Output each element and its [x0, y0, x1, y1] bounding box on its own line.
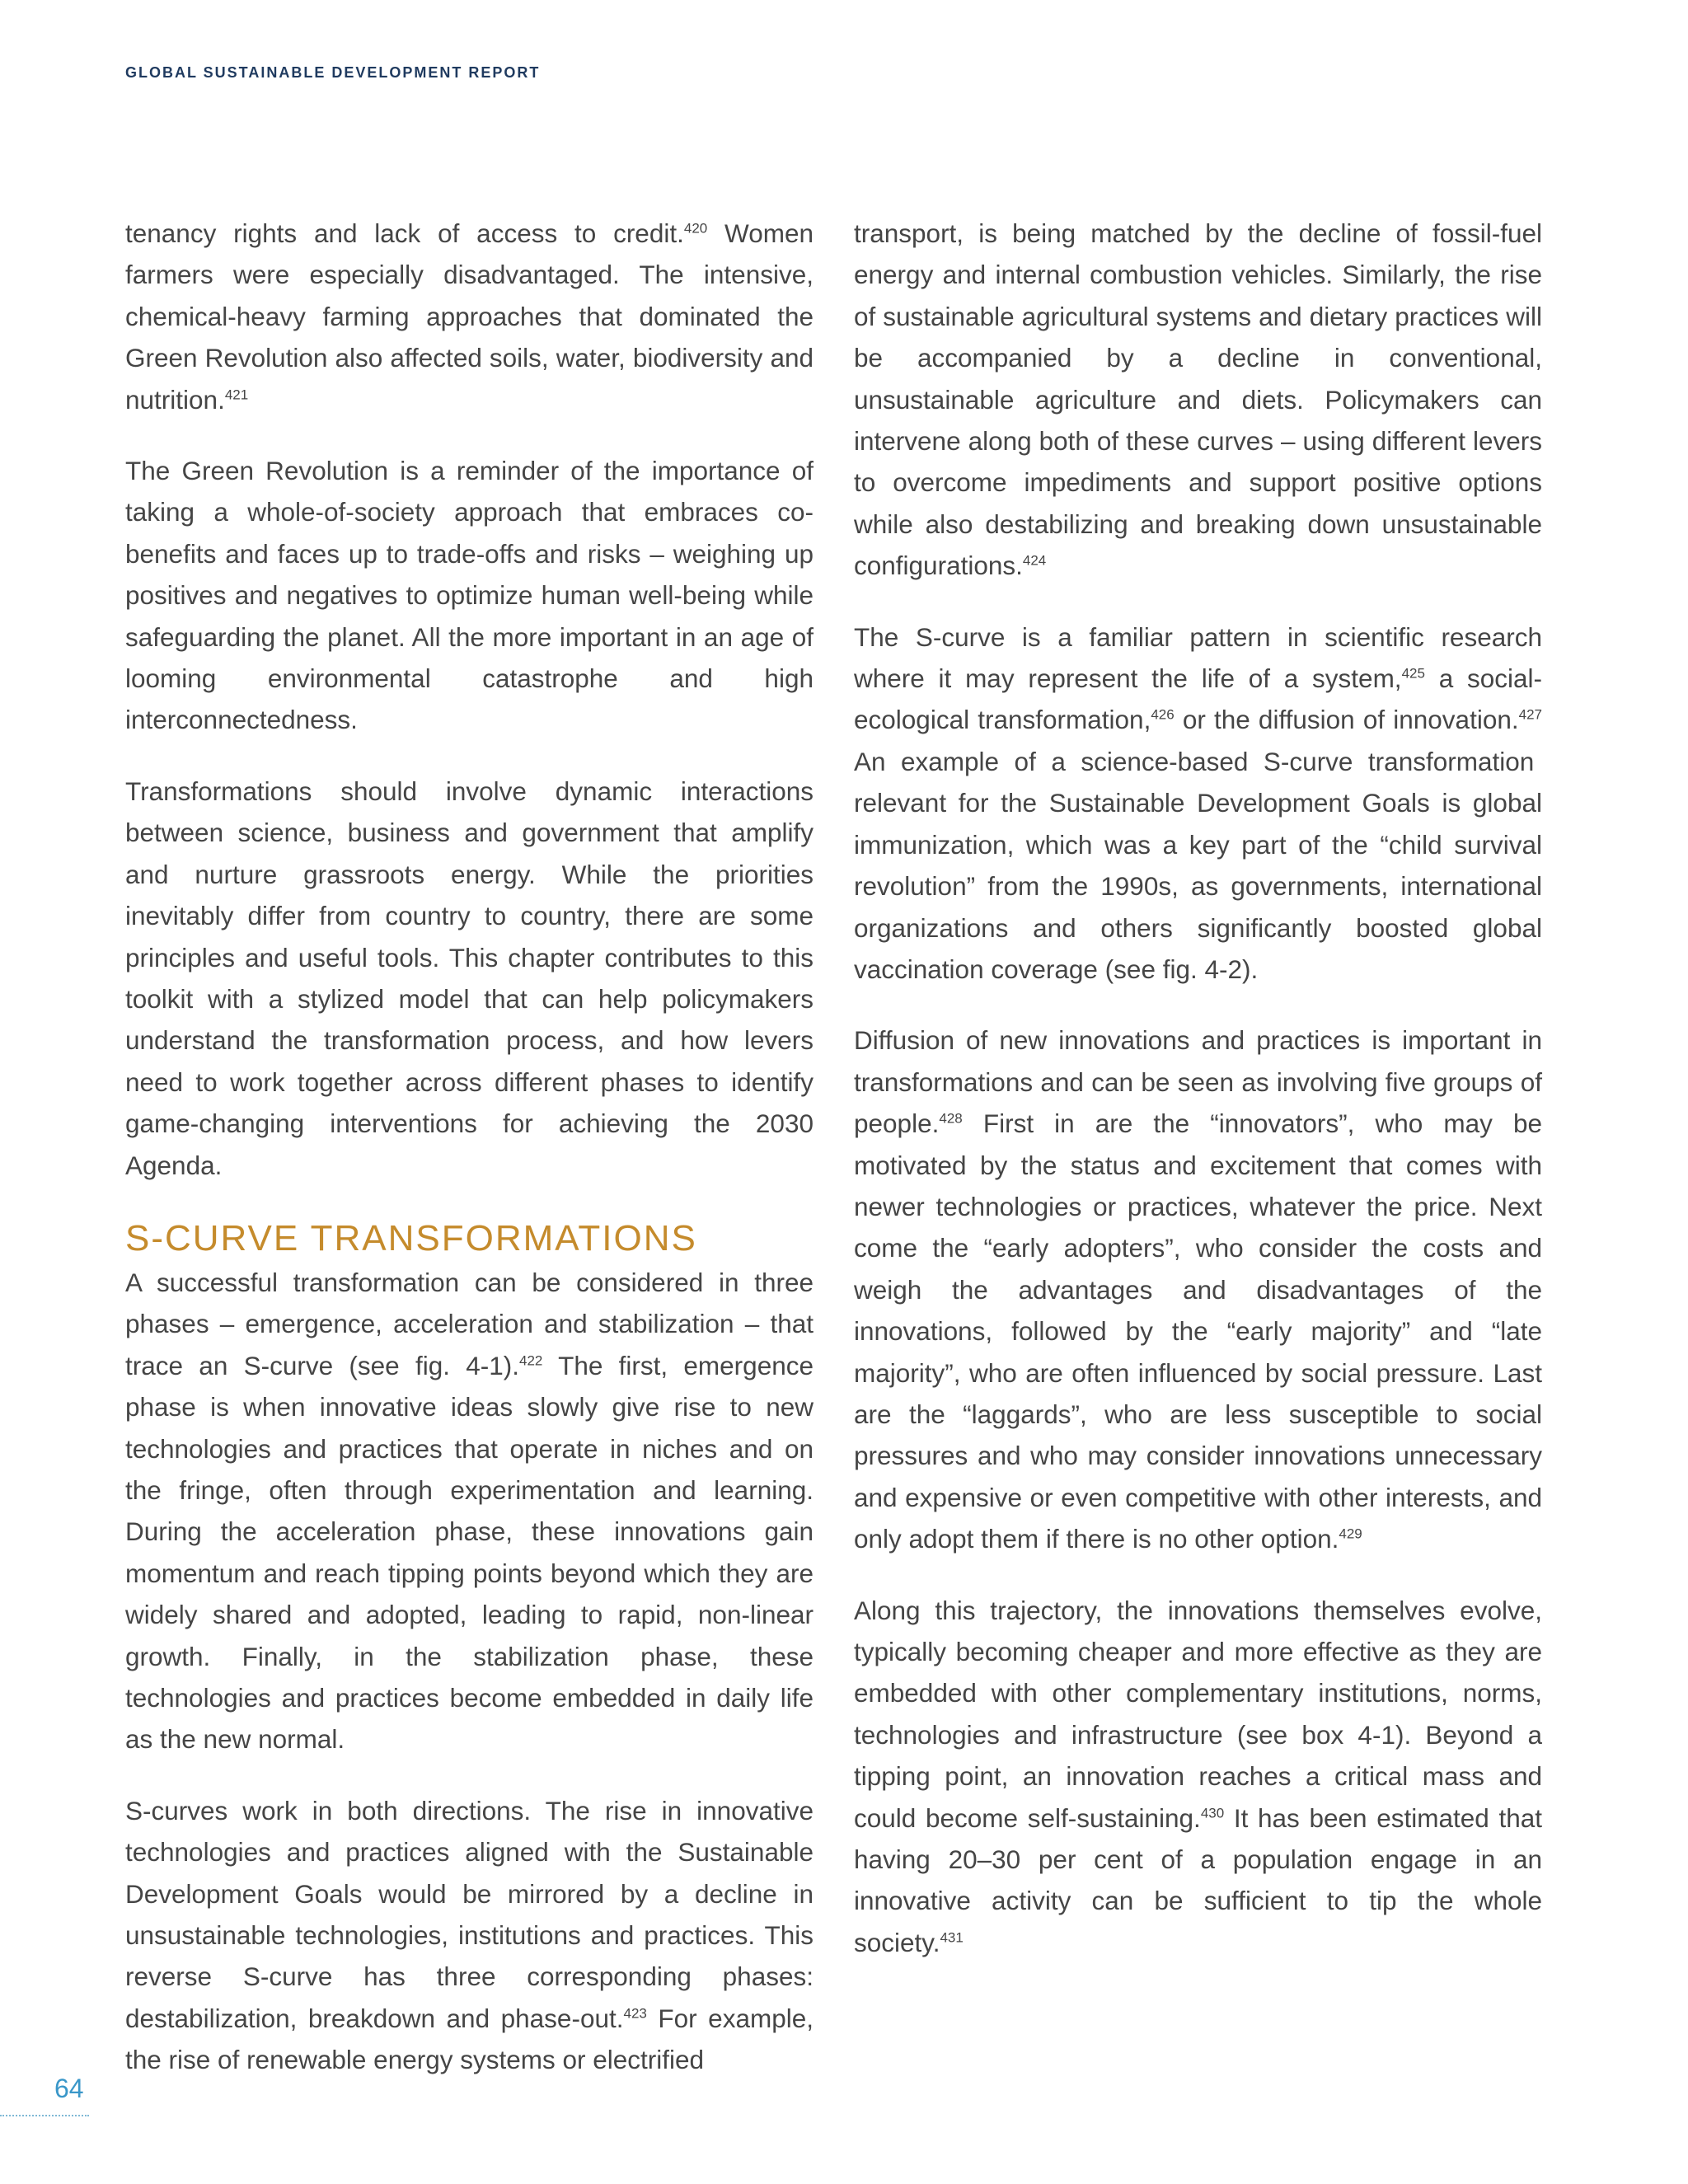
footnote-ref[interactable]: 421 [224, 387, 249, 403]
paragraph: S-curves work in both directions. The rise in innovative technologies and practices aligned with the Sustainable Development Goals would be mirrored by a decline in unsustainable technologies, institutions and practices. This reverse S-curve has three corresponding phases: destabilization, breakdown and phase-out.$^{423}$ For example, the rise of renewable energy systems or electrified [125, 1795, 814, 2075]
paragraph: tenancy rights and lack of access to credit.$^{420}$ Women farmers were especially disadvantaged. The intensive, chemical-heavy farming approaches that dominated the Green Revolution also affected soils, water, biodiversity and nutrition.$^{421}$ [125, 218, 814, 415]
footnote-ref[interactable]: 429 [1339, 1526, 1362, 1542]
paragraph: Along this trajectory, the innovations themselves evolve, typically becoming cheaper and more effective as they are embedded with other complementary institutions, norms, technologies and infrastructure (see box 4-1). Beyond a tipping point, an innovation reaches a critical mass and could become self-sustaining.$^{430}$ It has been estimated that having 20–30 per cent of a population engage in an innovative activity can be sufficient to tip the whole society.$^{431}$ [854, 1595, 1542, 1957]
footnote-ref[interactable]: 428 [939, 1110, 963, 1127]
footnote-ref[interactable]: 427 [1518, 706, 1542, 723]
running-header: GLOBAL SUSTAINABLE DEVELOPMENT REPORT [125, 64, 541, 81]
footnote-ref[interactable]: 430 [1200, 1805, 1225, 1821]
paragraph: Diffusion of new innovations and practices is important in transformations and can be seen as involving five groups of people.$^{428}$ First in are the “innovators”, who may be motivated by the status and excitement that comes with newer technologies or practices, whatever the price. Next come the “early adopters”, who consider the costs and weigh the advantages and disadvantages of the innovations, followed by the “early majority” and “late majority”, who are often influenced by social pressure. Last are the “laggards”, who are less susceptible to social pressures and who may consider innovations unnecessary and expensive or even competitive with other interests, and only adopt them if there is no other option.$^{429}$ [854, 1025, 1542, 1554]
footnote-ref[interactable]: 431 [940, 1929, 964, 1946]
paragraph: The Green Revolution is a reminder of the importance of taking a whole-of-society approach that embraces co-benefits and faces up to trade-offs and risks – weighing up positives and negatives to optimize human well-being while safeguarding the planet. All the more important in an age of looming environmental catastrophe and high interconnectedness. [125, 456, 814, 735]
right-column [854, 213, 1542, 1993]
page-number-rule [0, 2115, 89, 2116]
footnote-ref[interactable]: 420 [683, 220, 708, 237]
page-number: 64 [54, 2074, 84, 2103]
footnote-ref[interactable]: 426 [1151, 706, 1175, 723]
footnote-ref[interactable]: 425 [1401, 665, 1425, 682]
section-title: S-CURVE TRANSFORMATIONS [125, 1217, 697, 1258]
paragraph: The S-curve is a familiar pattern in scientific research where it may represent the life of a system,$^{425}$ a social-ecological transformation,$^{426}$ or the diffusion of innovation.$^{427}$ An example of a science-based S-curve transformation relevant for the Sustainable Development Goals is global immunization, which was a key part of the “child survival revolution” from the 1990s, as governments, international organizations and others significantly boosted global vaccination coverage (see fig. 4-2). [854, 621, 1542, 984]
left-column [125, 213, 814, 2111]
paragraph: transport, is being matched by the decline of fossil-fuel energy and internal combustion vehicles. Similarly, the rise of sustainable agricultural systems and dietary practices will be accompanied by a decline in conventional, unsustainable agriculture and diets. Policymakers can intervene along both of these curves – using different levers to overcome impediments and support positive options while also destabilizing and breaking down unsustainable configurations.$^{424}$ [854, 218, 1542, 581]
paragraph: Transformations should involve dynamic interactions between science, business and government that amplify and nurture grassroots energy. While the priorities inevitably differ from country to country, there are some principles and useful tools. This chapter contributes to this toolkit with a stylized model that can help policymakers understand the transformation process, and how levers need to work together across different phases to identify game-changing interventions for achieving the 2030 Agenda. [125, 776, 814, 1180]
paragraph: A successful transformation can be considered in three phases – emergence, acceleration and stabilization – that trace an S-curve (see fig. 4-1).$^{422}$ The first, emergence phase is when innovative ideas slowly give rise to new technologies and practices that operate in niches and on the fringe, often through experimentation and learning. During the acceleration phase, these innovations gain momentum and reach tipping points beyond which they are widely shared and adopted, leading to rapid, non-linear growth. Finally, in the stabilization phase, these technologies and practices become embedded in daily life as the new normal. [125, 1267, 814, 1755]
footnote-ref[interactable]: 423 [623, 2005, 647, 2022]
footnote-ref[interactable]: 424 [1022, 552, 1047, 569]
footnote-ref[interactable]: 422 [519, 1352, 543, 1369]
